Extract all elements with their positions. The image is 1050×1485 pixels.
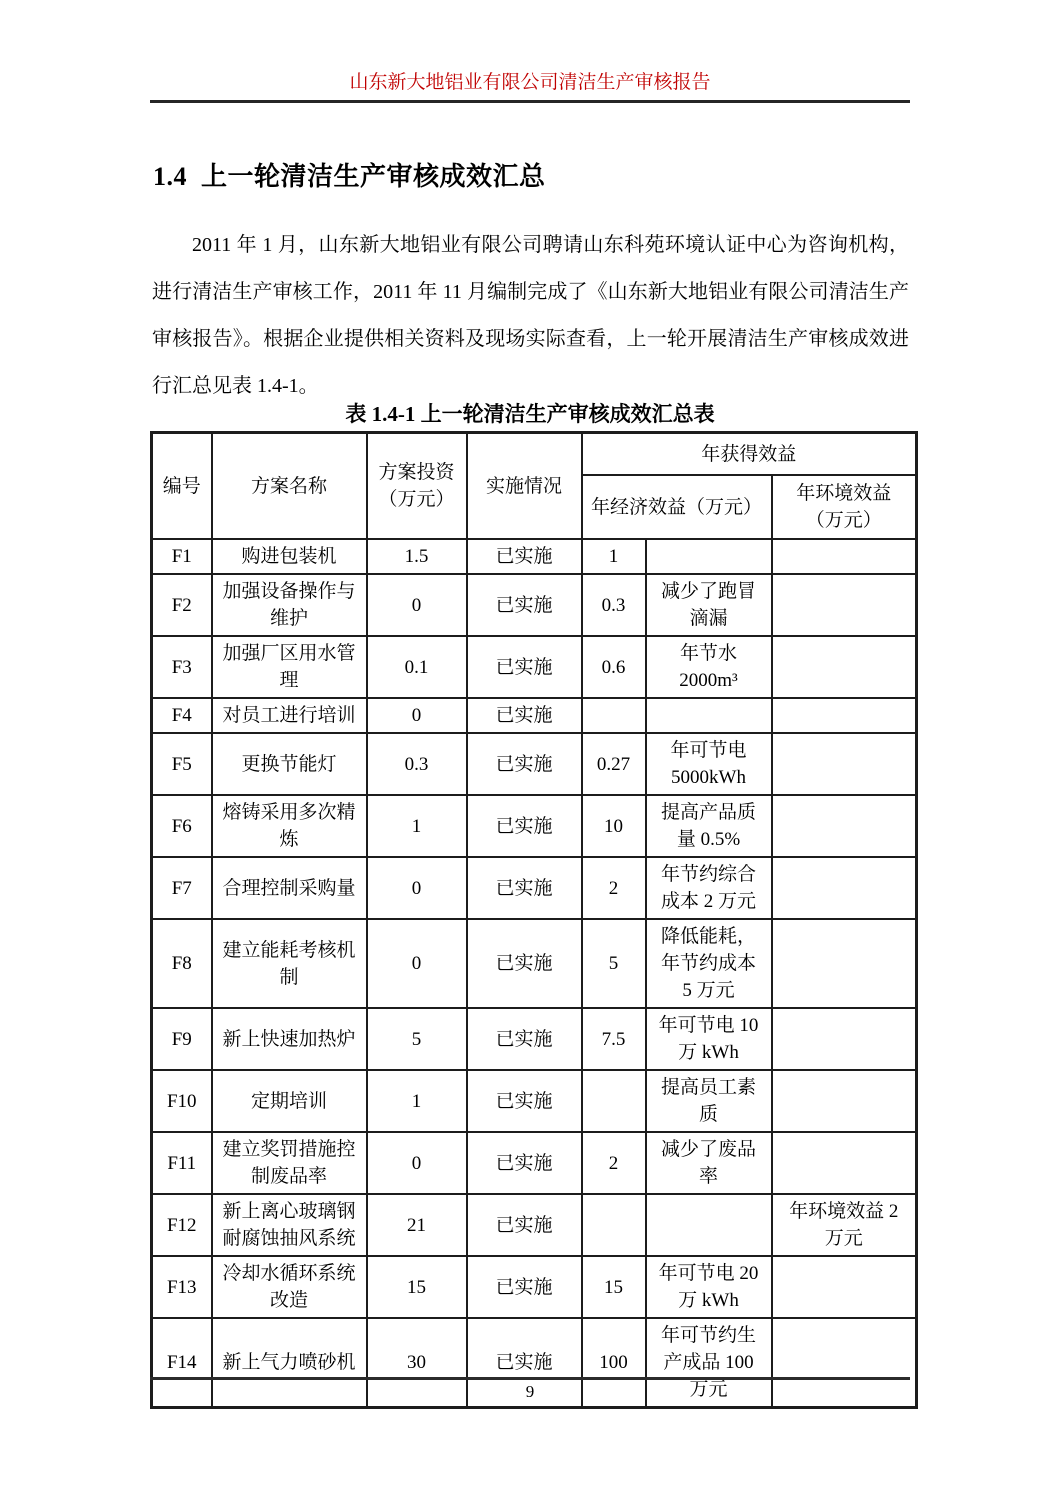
table-row (152, 795, 917, 857)
cell-env-note (772, 1132, 917, 1194)
cell-econ-note (646, 539, 772, 574)
cell-investment: 0 (367, 919, 467, 1008)
cell-env-note (772, 698, 917, 733)
cell-status: 已实施 (467, 733, 582, 795)
cell-econ-value: 0.6 (582, 636, 646, 698)
table-row (152, 857, 917, 919)
table-body (152, 539, 917, 1408)
cell-id: F3 (152, 636, 212, 698)
cell-status: 已实施 (467, 539, 582, 574)
cell-investment: 0 (367, 857, 467, 919)
cell-status: 已实施 (467, 1008, 582, 1070)
cell-investment: 30 (367, 1318, 467, 1408)
table-row (152, 574, 917, 636)
cell-investment: 1 (367, 795, 467, 857)
cell-econ-note: 提高员工素质 (646, 1070, 772, 1132)
cell-env-note (772, 636, 917, 698)
section-title: 上一轮清洁生产审核成效汇总 (201, 162, 546, 191)
cell-id: F9 (152, 1008, 212, 1070)
cell-econ-note: 年可节电 5000kWh (646, 733, 772, 795)
cell-env-note (772, 857, 917, 919)
cell-econ-value: 5 (582, 919, 646, 1008)
cell-status: 已实施 (467, 1132, 582, 1194)
table-header (152, 433, 917, 540)
cell-env-note (772, 733, 917, 795)
cell-econ-note: 减少了废品率 (646, 1132, 772, 1194)
cell-econ-value (582, 1194, 646, 1256)
cell-econ-value: 2 (582, 1132, 646, 1194)
table-row (152, 1256, 917, 1318)
cell-investment: 0.3 (367, 733, 467, 795)
cell-id: F10 (152, 1070, 212, 1132)
cell-status: 已实施 (467, 636, 582, 698)
cell-name: 新上快速加热炉 (212, 1008, 367, 1070)
running-header (150, 70, 910, 103)
table-row (152, 1132, 917, 1194)
cell-status: 已实施 (467, 1256, 582, 1318)
header-row-1 (152, 433, 917, 476)
col-header-benefit-group: 年获得效益 (582, 433, 917, 476)
running-header-title: 山东新大地铝业有限公司清洁生产审核报告 (349, 72, 711, 93)
cell-id: F2 (152, 574, 212, 636)
cell-status: 已实施 (467, 919, 582, 1008)
cell-id: F13 (152, 1256, 212, 1318)
cell-econ-note: 年可节约生产成品 100 万元 (646, 1318, 772, 1408)
cell-env-note: 年环境效益 2 万元 (772, 1194, 917, 1256)
cell-econ-note: 提高产品质量 0.5% (646, 795, 772, 857)
cell-id: F14 (152, 1318, 212, 1408)
table-row (152, 919, 917, 1008)
cell-econ-note: 降低能耗，年节约成本 5 万元 (646, 919, 772, 1008)
cell-econ-value: 15 (582, 1256, 646, 1318)
cell-econ-note: 年节水 2000m³ (646, 636, 772, 698)
cell-id: F6 (152, 795, 212, 857)
table-row (152, 698, 917, 733)
cell-name: 建立奖罚措施控制废品率 (212, 1132, 367, 1194)
cell-id: F7 (152, 857, 212, 919)
cell-econ-value: 100 (582, 1318, 646, 1408)
footer-divider (150, 1377, 910, 1380)
cell-status: 已实施 (467, 1070, 582, 1132)
cell-name: 加强设备操作与维护 (212, 574, 367, 636)
table-row (152, 1070, 917, 1132)
cell-investment: 21 (367, 1194, 467, 1256)
col-header-status: 实施情况 (467, 433, 582, 540)
cell-id: F4 (152, 698, 212, 733)
col-header-environmental: 年环境效益（万元） (772, 475, 917, 539)
table-row (152, 1008, 917, 1070)
cell-env-note (772, 1256, 917, 1318)
cell-name: 更换节能灯 (212, 733, 367, 795)
col-header-id: 编号 (152, 433, 212, 540)
cell-econ-value (582, 1070, 646, 1132)
cell-id: F1 (152, 539, 212, 574)
cell-env-note (772, 574, 917, 636)
cell-econ-note: 年可节电 10 万 kWh (646, 1008, 772, 1070)
cell-id: F11 (152, 1132, 212, 1194)
cell-name: 熔铸采用多次精炼 (212, 795, 367, 857)
table-row (152, 636, 917, 698)
col-header-investment: 方案投资（万元） (367, 433, 467, 540)
cell-id: F8 (152, 919, 212, 1008)
cell-econ-value: 0.27 (582, 733, 646, 795)
audit-results-table (150, 431, 918, 1409)
page-number: 9 (525, 1382, 535, 1401)
cell-name: 购进包装机 (212, 539, 367, 574)
cell-investment: 0 (367, 1132, 467, 1194)
cell-econ-value: 0.3 (582, 574, 646, 636)
cell-name: 建立能耗考核机制 (212, 919, 367, 1008)
section-number: 1.4 (153, 162, 187, 191)
cell-name: 加强厂区用水管理 (212, 636, 367, 698)
cell-econ-value: 10 (582, 795, 646, 857)
cell-status: 已实施 (467, 698, 582, 733)
cell-investment: 0.1 (367, 636, 467, 698)
cell-env-note (772, 919, 917, 1008)
table-row (152, 1194, 917, 1256)
table-row (152, 539, 917, 574)
cell-investment: 15 (367, 1256, 467, 1318)
col-header-name: 方案名称 (212, 433, 367, 540)
cell-investment: 0 (367, 698, 467, 733)
cell-econ-value: 1 (582, 539, 646, 574)
table-row (152, 733, 917, 795)
section-heading (153, 156, 546, 193)
cell-env-note (772, 539, 917, 574)
cell-investment: 1.5 (367, 539, 467, 574)
cell-env-note (772, 1008, 917, 1070)
col-header-economic: 年经济效益（万元） (582, 475, 772, 539)
cell-investment: 5 (367, 1008, 467, 1070)
cell-econ-note: 减少了跑冒滴漏 (646, 574, 772, 636)
cell-econ-value: 2 (582, 857, 646, 919)
cell-name: 对员工进行培训 (212, 698, 367, 733)
cell-econ-value: 7.5 (582, 1008, 646, 1070)
cell-status: 已实施 (467, 857, 582, 919)
cell-econ-value (582, 698, 646, 733)
cell-id: F5 (152, 733, 212, 795)
cell-name: 冷却水循环系统改造 (212, 1256, 367, 1318)
table-caption: 表 1.4-1 上一轮清洁生产审核成效汇总表 (345, 402, 715, 426)
cell-name: 定期培训 (212, 1070, 367, 1132)
cell-econ-note (646, 1194, 772, 1256)
cell-name: 新上气力喷砂机 (212, 1318, 367, 1408)
cell-env-note (772, 795, 917, 857)
cell-investment: 0 (367, 574, 467, 636)
cell-name: 新上离心玻璃钢耐腐蚀抽风系统 (212, 1194, 367, 1256)
cell-id: F12 (152, 1194, 212, 1256)
cell-status: 已实施 (467, 574, 582, 636)
cell-status: 已实施 (467, 795, 582, 857)
body-paragraph: 2011 年 1 月，山东新大地铝业有限公司聘请山东科苑环境认证中心为咨询机构，进行清洁生产审核工作，2011 年 11 月编制完成了《山东新大地铝业有限公司清洁生产审核报告》。根据企业提供相关资料及现场实际查看，上一轮开展清洁生产审核成效进行汇总见表 1.4-1。 (152, 234, 909, 397)
cell-status: 已实施 (467, 1318, 582, 1408)
cell-name: 合理控制采购量 (212, 857, 367, 919)
cell-status: 已实施 (467, 1194, 582, 1256)
cell-econ-note: 年节约综合成本 2 万元 (646, 857, 772, 919)
cell-investment: 1 (367, 1070, 467, 1132)
cell-econ-note (646, 698, 772, 733)
cell-env-note (772, 1070, 917, 1132)
cell-econ-note: 年可节电 20 万 kWh (646, 1256, 772, 1318)
